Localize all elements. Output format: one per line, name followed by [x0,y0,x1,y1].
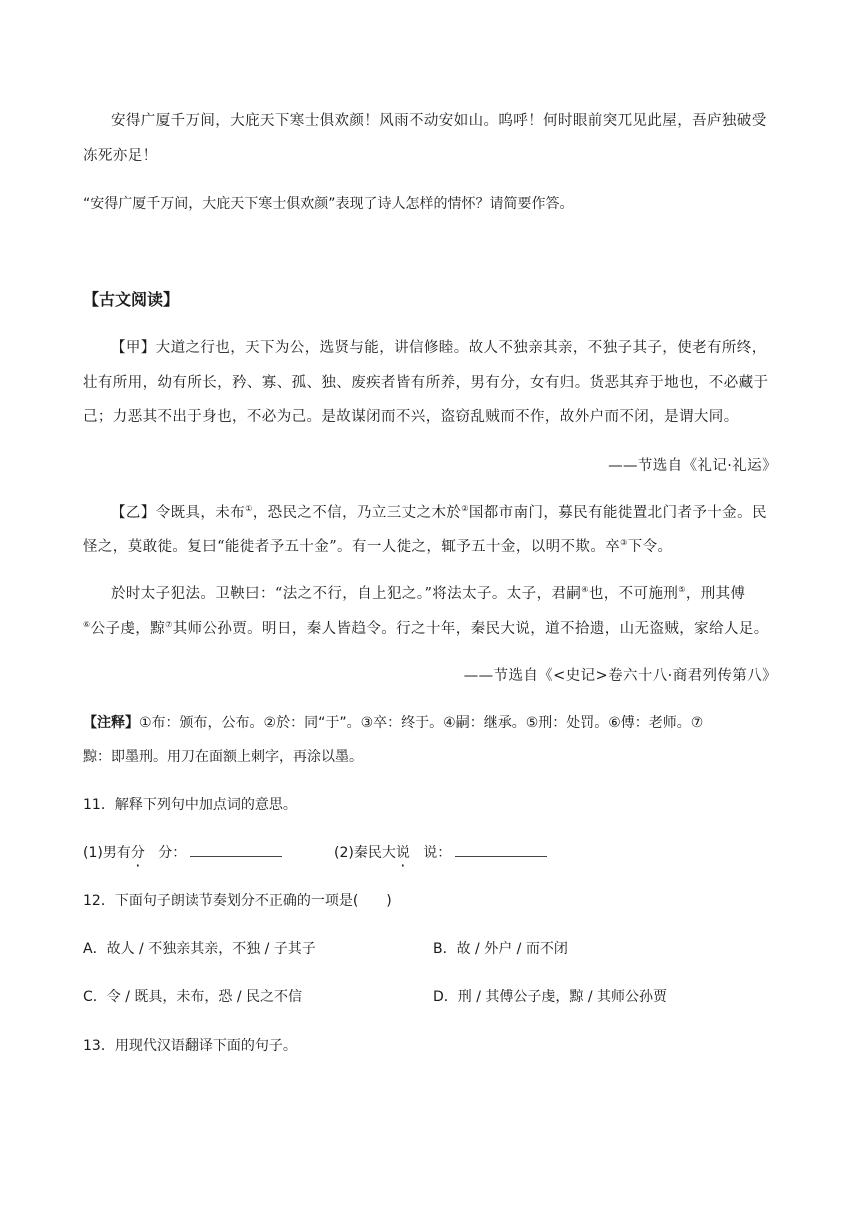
q11-p1-label: 分： [158,845,187,861]
yi-line-3 [111,584,745,604]
q11-part-1 [83,843,282,863]
notes-line-1 [83,713,703,733]
q11-p1-text: (1)男有 [83,845,131,861]
jia-source: ——节选自《礼记·礼运》 [608,458,777,474]
q12-option-c[interactable]: C．令 / 既具，未布，恐 / 民之不信 [83,989,303,1005]
jia-line-2: 壮有所用，幼有所长，矜、寡、孤、独、废疾者皆有所养，男有分，女有归。货恶其弃于地也，不必藏于 [83,375,769,391]
yi-text: 於时太子犯法。卫鞅曰：“法之不行，自上犯之。”将法太子。太子，君嗣 [111,586,582,602]
section-title: 【古文阅读】 [83,290,180,309]
q13-stem: 13．用现代汉语翻译下面的句子。 [83,1038,297,1054]
yi-source: ——节选自《<史记>卷六十八·商君列传第八》 [463,668,777,684]
yi-text: 下令。 [627,539,673,555]
yi-text: 国都市南门，募民有能徙置北门者予十金。民 [468,505,767,521]
note-ref-4: ④ [581,585,589,595]
yi-text: 令既具，未布 [155,505,246,521]
yi-text: ，恐民之不信，乃立三丈之木於 [252,505,462,521]
jia-label: 【甲】 [111,340,156,356]
yi-line-1 [111,503,767,523]
poem-line-2: 冻死亦足！ [83,148,158,164]
note-ref-1: ① [245,504,253,514]
jia-text-1: 大道之行也，天下为公，选贤与能，讲信修睦。故人不独亲其亲，不独子其子，使老有所终， [155,340,767,356]
note-ref-7: ⑦ [165,620,173,630]
note-ref-3: ③ [620,538,628,548]
note-ref-5: ⑤ [678,585,686,595]
q11-p2-label: 说： [423,845,452,861]
notes-text-1: ①布：颁布，公布。②於：同“于”。③卒：终于。④嗣：继承。⑤刑：处罚。⑥傅：老师。⑦ [139,715,704,731]
answer-blank-2[interactable] [455,844,547,857]
q11-p2-text: (2)秦民大 [334,845,396,861]
yi-line-2 [83,537,672,557]
yi-text: ，刑其傅 [685,586,746,602]
poem-line-1: 安得广厦千万间，大庇天下寒士俱欢颜！风雨不动安如山。呜呼！何时眼前突兀见此屋，吾庐独破受 [111,113,767,129]
yi-text: 怪之，莫敢徙。复曰“能徙者予五十金”。有一人徙之，辄予五十金，以明不欺。卒 [83,539,621,555]
answer-blank-1[interactable] [190,844,282,857]
q12-option-b[interactable]: B．故 / 外户 / 而不闭 [433,941,568,957]
yi-label: 【乙】 [111,505,156,521]
yi-text: 也，不可施刑 [588,586,679,602]
yi-line-4 [83,619,769,639]
jia-line-3: 己；力恶其不出于身也，不必为己。是故谋闭而不兴，盗窃乱贼而不作，故外户而不闭，是谓大同。 [83,409,739,425]
yi-text: 公子虔，黥 [90,621,166,637]
jia-line-1 [111,338,767,358]
q11-part-2 [334,843,547,863]
dotted-word: 分 [130,845,145,861]
dotted-word: 说 [395,845,410,861]
note-ref-6: ⑥ [83,620,91,630]
q12-option-d[interactable]: D．刑 / 其傅公子虔，黥 / 其师公孙贾 [433,989,668,1005]
poem-question: “安得广厦千万间，大庇天下寒士俱欢颜”表现了诗人怎样的情怀？请简要作答。 [83,196,574,212]
q12-stem: 12．下面句子朗读节奏划分不正确的一项是( ) [83,893,392,909]
q11-stem: 11．解释下列句中加点词的意思。 [83,797,297,813]
yi-text: 其师公孙贾。明日，秦人皆趋令。行之十年，秦民大说，道不拾遗，山无盗贼，家给人足。 [172,621,769,637]
notes-label: 【注释】 [83,715,139,731]
notes-line-2: 黥：即墨刑。用刀在面额上刺字，再涂以墨。 [83,749,363,765]
note-ref-2: ② [461,504,469,514]
q12-option-a[interactable]: A．故人 / 不独亲其亲，不独 / 子其子 [83,941,316,957]
